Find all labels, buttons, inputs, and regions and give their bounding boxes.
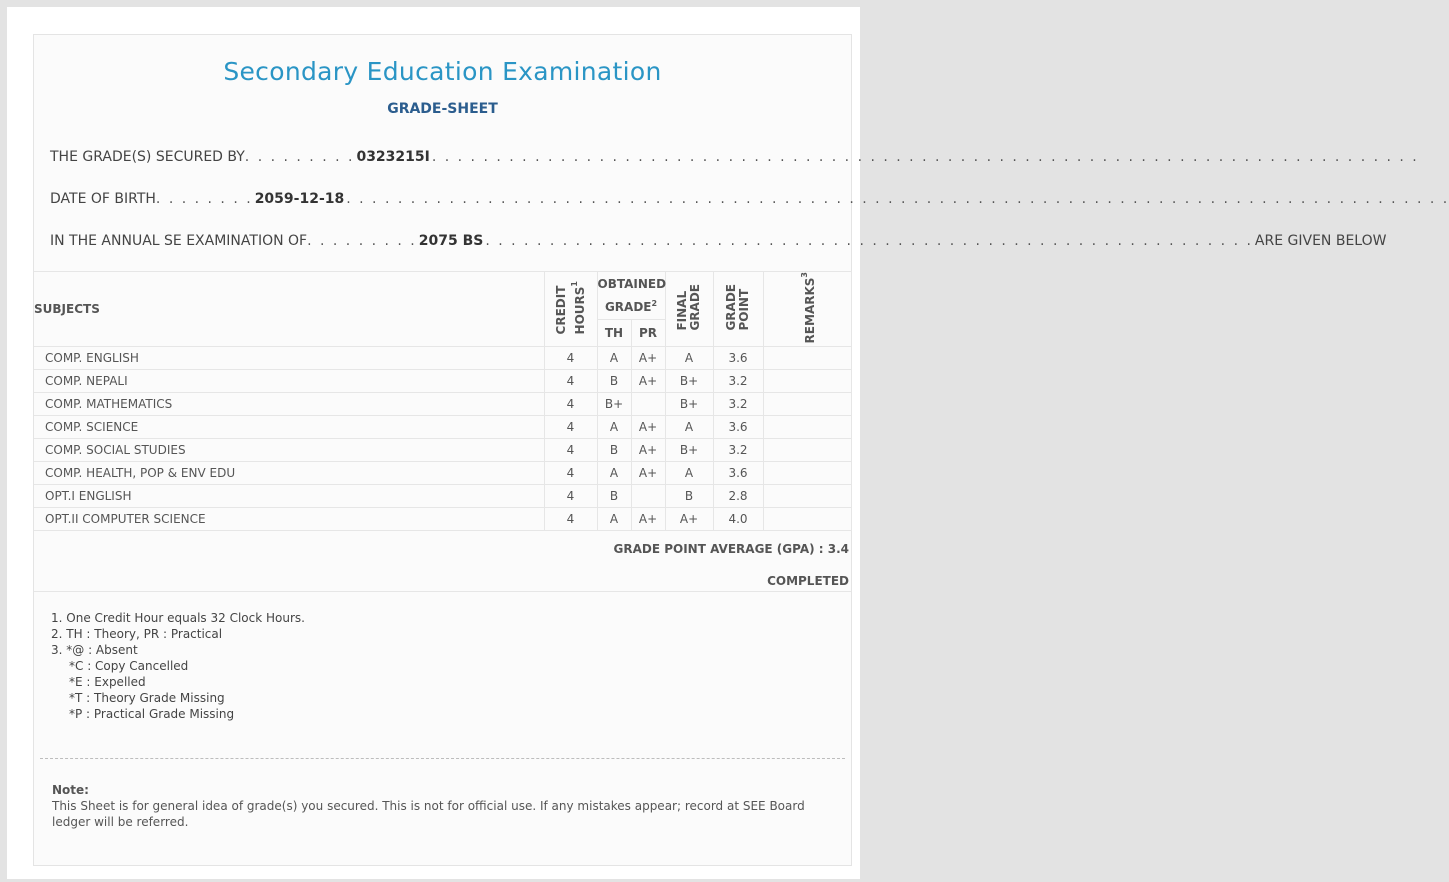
table-row xyxy=(34,462,851,485)
exam-label: IN THE ANNUAL SE EXAMINATION OF xyxy=(50,233,308,249)
final-grade-cell: A xyxy=(665,347,713,370)
table-row xyxy=(34,347,851,370)
footnote-item: *E : Expelled xyxy=(69,675,146,689)
credit-cell: 4 xyxy=(544,485,597,508)
grades-table xyxy=(34,271,852,531)
credit-cell: 4 xyxy=(544,393,597,416)
remarks-header: REMARKS$^3$ xyxy=(763,272,851,347)
page-title: Secondary Education Examination xyxy=(223,57,662,86)
grade-point-cell: 3.6 xyxy=(713,462,763,485)
table-row xyxy=(34,370,851,393)
dob-value: 2059-12-18 xyxy=(254,191,345,207)
remarks-cell xyxy=(763,416,851,439)
dob-line: DATE OF BIRTH . . . . . . . . 2059-12-18 . . . . . . . . . . . . . . . . . . . . . . . . . . . . . . . . . . . . . . . . . . . . . . . . . . . . . . . . . . . . . . . . . . . . . . . . . . . . . . . . . . . . . . xyxy=(50,191,1449,207)
subjects-header: SUBJECTS xyxy=(34,272,544,347)
note-body: This Sheet is for general idea of grade(s) you secured. This is not for official use. If any mistakes appear; record at SEE Board ledger will be referred. xyxy=(52,799,805,829)
secured-by-line: THE GRADE(S) SECURED BY . . . . . . . . . 0323215I . . . . . . . . . . . . . . . . . . . . . . . . . . . . . . . . . . . . . . . . . . . . . . . . . . . . . . . . . . . . . . . . . . . . . . . . . . . . . xyxy=(50,149,1419,165)
note-heading: Note: xyxy=(52,783,89,797)
practical-cell xyxy=(631,485,665,508)
exam-value: 2075 BS xyxy=(418,233,484,249)
subject-cell: COMP. ENGLISH xyxy=(34,347,544,370)
theory-cell: A xyxy=(597,347,631,370)
final-grade-cell: B xyxy=(665,485,713,508)
remarks-cell xyxy=(763,439,851,462)
footnote-item: 3. *@ : Absent xyxy=(51,643,138,657)
credit-hours-header: CREDIT HOURS$^1$ xyxy=(544,272,597,347)
subject-cell: COMP. NEPALI xyxy=(34,370,544,393)
credit-cell: 4 xyxy=(544,508,597,531)
remarks-cell xyxy=(763,485,851,508)
disclaimer-note xyxy=(52,782,833,830)
remarks-cell xyxy=(763,393,851,416)
grade-point-cell: 3.6 xyxy=(713,416,763,439)
secured-by-value: 0323215I xyxy=(356,149,430,165)
practical-cell: A+ xyxy=(631,439,665,462)
theory-cell: A xyxy=(597,462,631,485)
theory-cell: B xyxy=(597,439,631,462)
theory-cell: A xyxy=(597,508,631,531)
result-status: COMPLETED xyxy=(767,574,849,588)
page-background xyxy=(7,7,1449,879)
credit-cell: 4 xyxy=(544,439,597,462)
practical-cell xyxy=(631,393,665,416)
practical-cell: A+ xyxy=(631,462,665,485)
subject-cell: OPT.I ENGLISH xyxy=(34,485,544,508)
practical-cell: A+ xyxy=(631,347,665,370)
practical-cell: A+ xyxy=(631,416,665,439)
table-row xyxy=(34,508,851,531)
table-row xyxy=(34,416,851,439)
practical-cell: A+ xyxy=(631,508,665,531)
exam-tail: ARE GIVEN BELOW xyxy=(1254,233,1387,249)
gpa-summary: GRADE POINT AVERAGE (GPA) : 3.4 xyxy=(613,542,849,556)
remarks-cell xyxy=(763,462,851,485)
grade-point-cell: 3.2 xyxy=(713,393,763,416)
final-grade-cell: A xyxy=(665,462,713,485)
subject-cell: COMP. SOCIAL STUDIES xyxy=(34,439,544,462)
credit-cell: 4 xyxy=(544,370,597,393)
subject-cell: COMP. MATHEMATICS xyxy=(34,393,544,416)
table-row xyxy=(34,485,851,508)
credit-cell: 4 xyxy=(544,416,597,439)
final-grade-cell: B+ xyxy=(665,370,713,393)
footnote-item: *P : Practical Grade Missing xyxy=(69,707,235,721)
final-grade-cell: B+ xyxy=(665,439,713,462)
grade-point-cell: 3.2 xyxy=(713,439,763,462)
remarks-cell xyxy=(763,347,851,370)
grade-point-header: GRADE POINT xyxy=(713,272,763,347)
grade-sheet xyxy=(33,34,1449,866)
practical-header: PR xyxy=(631,320,665,347)
theory-header: TH xyxy=(597,320,631,347)
subject-cell: COMP. HEALTH, POP & ENV EDU xyxy=(34,462,544,485)
divider xyxy=(34,591,851,592)
grade-point-cell: 2.8 xyxy=(713,485,763,508)
table-row xyxy=(34,439,851,462)
credit-cell: 4 xyxy=(544,462,597,485)
final-grade-cell: A+ xyxy=(665,508,713,531)
practical-cell: A+ xyxy=(631,370,665,393)
remarks-cell xyxy=(763,508,851,531)
final-grade-cell: A xyxy=(665,416,713,439)
footnotes xyxy=(51,610,305,722)
theory-cell: A xyxy=(597,416,631,439)
table-row xyxy=(34,393,851,416)
footnote-item: *C : Copy Cancelled xyxy=(69,659,189,673)
secured-by-label: THE GRADE(S) SECURED BY xyxy=(50,149,245,165)
sheet-subtitle: GRADE-SHEET xyxy=(387,101,498,117)
credit-cell: 4 xyxy=(544,347,597,370)
dashed-divider xyxy=(40,758,845,759)
footnote-item: 1. One Credit Hour equals 32 Clock Hours. xyxy=(51,611,305,625)
obtained-grade-header: OBTAINED GRADE$^2$ xyxy=(597,272,665,320)
theory-cell: B xyxy=(597,370,631,393)
subject-cell: COMP. SCIENCE xyxy=(34,416,544,439)
grade-point-cell: 3.2 xyxy=(713,370,763,393)
footnote-item: *T : Theory Grade Missing xyxy=(69,691,225,705)
theory-cell: B xyxy=(597,485,631,508)
exam-line: IN THE ANNUAL SE EXAMINATION OF . . . . . . . . . 2075 BS . . . . . . . . . . . . . . . . . . . . . . . . . . . . . . . . . . . . . . . . . . . . . . . . . . . . . . . . . . . . ARE GIVEN BELOW xyxy=(50,233,1387,249)
remarks-cell xyxy=(763,370,851,393)
footnote-item: 2. TH : Theory, PR : Practical xyxy=(51,627,223,641)
subject-cell: OPT.II COMPUTER SCIENCE xyxy=(34,508,544,531)
dob-label: DATE OF BIRTH xyxy=(50,191,156,207)
grade-point-cell: 4.0 xyxy=(713,508,763,531)
grade-point-cell: 3.6 xyxy=(713,347,763,370)
theory-cell: B+ xyxy=(597,393,631,416)
final-grade-header: FINAL GRADE xyxy=(665,272,713,347)
final-grade-cell: B+ xyxy=(665,393,713,416)
